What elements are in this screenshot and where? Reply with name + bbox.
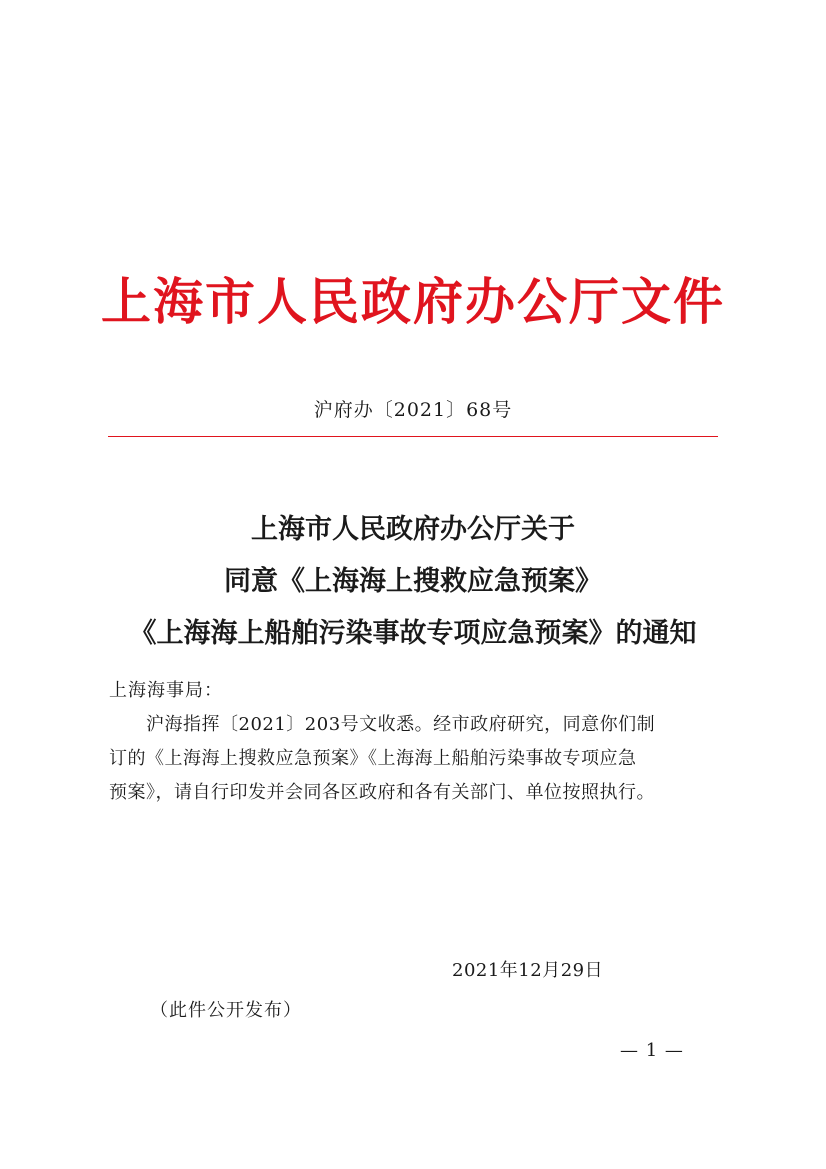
body-line-1: 沪海指挥〔2021〕203号文收悉。经市政府研究，同意你们制 bbox=[109, 714, 656, 735]
body-line-3: 预案》，请自行印发并会同各区政府和各有关部门、单位按照执行。 bbox=[109, 782, 655, 803]
page-number: — 1 — bbox=[620, 1040, 684, 1061]
body-line-2: 订的《上海海上搜救应急预案》《上海海上船舶污染事故专项应急 bbox=[109, 748, 637, 769]
subject-line-2: 同意《上海海上搜救应急预案》 bbox=[224, 566, 602, 597]
red-divider-line bbox=[108, 436, 718, 437]
body-paragraph bbox=[109, 708, 719, 810]
document-header-title: 上海市人民政府办公厅文件 bbox=[101, 272, 725, 331]
addressee: 上海海事局： bbox=[109, 680, 223, 701]
issue-date: 2021年12月29日 bbox=[452, 960, 604, 981]
document-subject bbox=[0, 504, 826, 660]
subject-line-3: 《上海海上船舶污染事故专项应急预案》的通知 bbox=[129, 618, 697, 649]
subject-line-1: 上海市人民政府办公厅关于 bbox=[251, 514, 575, 545]
release-note: （此件公开发布） bbox=[150, 1000, 302, 1021]
document-number: 沪府办〔2021〕68号 bbox=[313, 399, 513, 421]
